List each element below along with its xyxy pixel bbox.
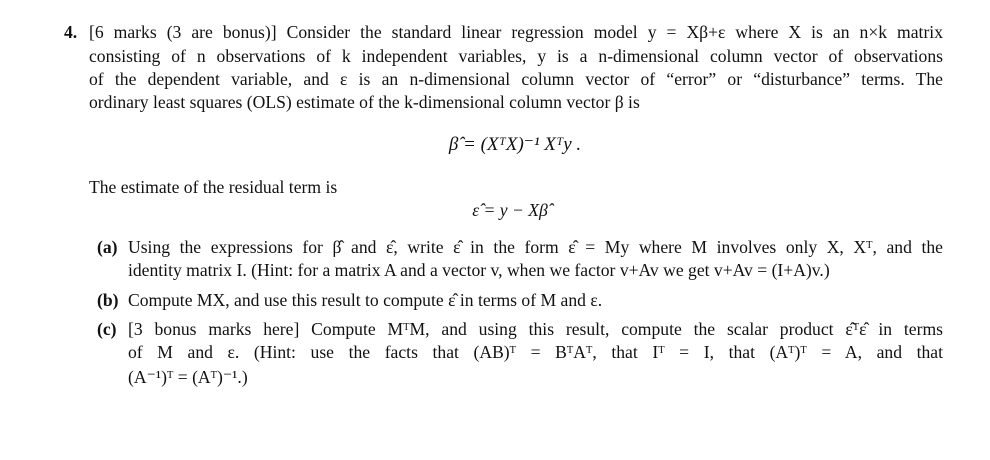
problem-number: 4. — [64, 22, 78, 42]
part-b-label: (b) — [97, 290, 119, 310]
part-a-label: (a) — [97, 237, 118, 257]
intro-line-3: of the dependent variable, and ε is an n-dimensional column vector of “error” or “disturbance” terms. The — [89, 69, 943, 89]
part-b-line-1: Compute MX, and use this result to compute ε̂ in terms of M and ε. — [128, 290, 603, 310]
intro-line-2: consisting of n observations of k independent variables, y is a n-dimensional column vector of observations — [89, 46, 943, 66]
intro-line-1: [6 marks (3 are bonus)] Consider the standard linear regression model y = Xβ+ε where X is an n×k matrix — [89, 22, 943, 42]
residual-equation: ε̂ = y − Xβ̂ — [472, 200, 548, 220]
part-a-line-2: identity matrix I. (Hint: for a matrix A and a vector v, when we factor v+Av we get v+Av = (I+A)v.) — [128, 260, 830, 280]
part-c-label: (c) — [97, 319, 117, 339]
part-c-line-3: (A⁻¹)ᵀ = (Aᵀ)⁻¹.) — [128, 367, 248, 387]
part-c-line-1: [3 bonus marks here] Compute MᵀM, and using this result, compute the scalar product ε̂ᵀε̂ in terms — [128, 319, 943, 339]
intro-line-4: ordinary least squares (OLS) estimate of the k-dimensional column vector β is — [89, 92, 640, 112]
part-a-line-1: Using the expressions for β̂ and ε̂, write ε̂ in the form ε̂ = My where M involves only X, Xᵀ, and the — [128, 237, 943, 257]
part-c-line-2: of M and ε. (Hint: use the facts that (AB)ᵀ = BᵀAᵀ, that Iᵀ = I, that (Aᵀ)ᵀ = A, and that — [128, 342, 943, 362]
ols-equation: β̂ = (XᵀX)⁻¹ Xᵀy . — [448, 134, 582, 155]
residual-intro: The estimate of the residual term is — [89, 177, 338, 197]
